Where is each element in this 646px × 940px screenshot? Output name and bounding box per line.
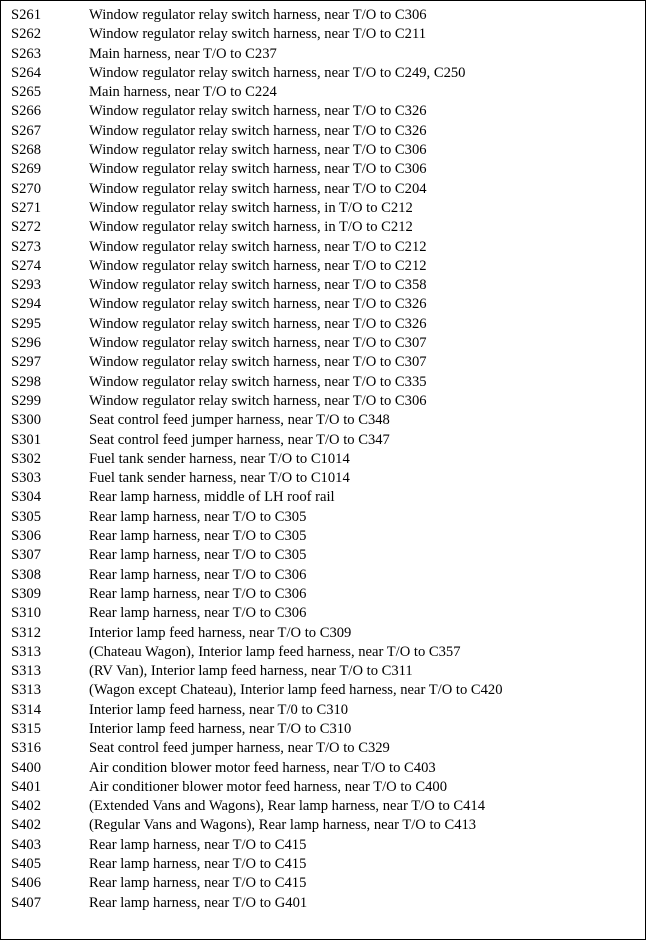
splice-row xyxy=(1,353,645,372)
splice-row xyxy=(1,739,645,758)
splice-code: S264 xyxy=(11,64,42,81)
splice-row xyxy=(1,604,645,623)
splice-row xyxy=(1,392,645,411)
splice-description: (Extended Vans and Wagons), Rear lamp harness, near T/O to C414 xyxy=(89,798,486,815)
splice-description: Rear lamp harness, near T/O to C305 xyxy=(89,508,307,525)
splice-row xyxy=(1,315,645,334)
splice-row xyxy=(1,855,645,874)
splice-row xyxy=(1,527,645,546)
splice-row xyxy=(1,469,645,488)
splice-code: S313 xyxy=(11,682,42,699)
splice-code: S294 xyxy=(11,296,42,313)
splice-description: (Chateau Wagon), Interior lamp feed harness, near T/O to C357 xyxy=(89,643,461,660)
splice-description: Rear lamp harness, near T/O to C305 xyxy=(89,547,307,564)
splice-code: S406 xyxy=(11,875,42,892)
splice-row xyxy=(1,546,645,565)
splice-description: Main harness, near T/O to C224 xyxy=(89,84,277,101)
splice-code: S401 xyxy=(11,778,42,795)
splice-description: Air conditioner blower motor feed harness, near T/O to C400 xyxy=(89,778,447,795)
splice-description: Window regulator relay switch harness, near T/O to C335 xyxy=(89,373,427,390)
splice-code: S263 xyxy=(11,45,42,62)
splice-description: (RV Van), Interior lamp feed harness, near T/O to C311 xyxy=(89,663,413,680)
splice-code: S314 xyxy=(11,701,42,718)
splice-description: Window regulator relay switch harness, near T/O to C212 xyxy=(89,257,427,274)
splice-description: Window regulator relay switch harness, near T/O to C358 xyxy=(89,277,427,294)
splice-row xyxy=(1,431,645,450)
splice-row xyxy=(1,894,645,913)
splice-row xyxy=(1,122,645,141)
splice-row xyxy=(1,218,645,237)
splice-row xyxy=(1,334,645,353)
splice-description: Window regulator relay switch harness, near T/O to C212 xyxy=(89,238,427,255)
splice-description: Rear lamp harness, near T/O to G401 xyxy=(89,894,308,911)
splice-description: Rear lamp harness, near T/O to C305 xyxy=(89,528,307,545)
splice-description: Fuel tank sender harness, near T/O to C1014 xyxy=(89,470,350,487)
splice-code: S309 xyxy=(11,585,42,602)
splice-description: Window regulator relay switch harness, near T/O to C306 xyxy=(89,7,427,23)
splice-code: S308 xyxy=(11,566,42,583)
splice-code: S266 xyxy=(11,103,42,120)
splice-code: S313 xyxy=(11,663,42,680)
splice-row xyxy=(1,624,645,643)
splice-code: S265 xyxy=(11,84,42,101)
splice-row xyxy=(1,450,645,469)
splice-row xyxy=(1,701,645,720)
splice-code: S272 xyxy=(11,219,42,236)
splice-code: S305 xyxy=(11,508,42,525)
splice-row xyxy=(1,411,645,430)
splice-row xyxy=(1,238,645,257)
splice-code: S303 xyxy=(11,470,42,487)
splice-code: S310 xyxy=(11,605,42,622)
splice-description: Seat control feed jumper harness, near T/O to C329 xyxy=(89,740,390,757)
splice-description: Rear lamp harness, near T/O to C415 xyxy=(89,875,307,892)
splice-row xyxy=(1,681,645,700)
splice-description: Rear lamp harness, near T/O to C306 xyxy=(89,605,307,622)
splice-row xyxy=(1,720,645,739)
splice-code: S400 xyxy=(11,759,42,776)
splice-row xyxy=(1,64,645,83)
splice-description: (Regular Vans and Wagons), Rear lamp harness, near T/O to C413 xyxy=(89,817,477,834)
splice-description: Rear lamp harness, near T/O to C306 xyxy=(89,566,307,583)
splice-code: S267 xyxy=(11,122,42,139)
splice-row xyxy=(1,643,645,662)
splice-code: S315 xyxy=(11,720,42,737)
splice-row xyxy=(1,797,645,816)
splice-row xyxy=(1,295,645,314)
splice-row xyxy=(1,488,645,507)
splice-code: S297 xyxy=(11,354,42,371)
splice-row xyxy=(1,836,645,855)
splice-code: S268 xyxy=(11,142,42,159)
splice-description: Rear lamp harness, middle of LH roof rail xyxy=(89,489,335,506)
splice-description: Window regulator relay switch harness, near T/O to C307 xyxy=(89,354,427,371)
splice-code: S307 xyxy=(11,547,42,564)
splice-code: S402 xyxy=(11,798,42,815)
splice-code: S405 xyxy=(11,856,42,873)
splice-row xyxy=(1,816,645,835)
splice-code: S298 xyxy=(11,373,42,390)
splice-row xyxy=(1,508,645,527)
splice-description: Interior lamp feed harness, near T/O to C309 xyxy=(89,624,352,641)
splice-code: S304 xyxy=(11,489,42,506)
splice-code: S316 xyxy=(11,740,42,757)
splice-code: S313 xyxy=(11,643,42,660)
splice-code: S261 xyxy=(11,7,42,23)
splice-row xyxy=(1,759,645,778)
splice-code: S274 xyxy=(11,257,42,274)
splice-code: S402 xyxy=(11,817,42,834)
splice-row xyxy=(1,160,645,179)
splice-code: S306 xyxy=(11,528,42,545)
splice-code: S403 xyxy=(11,836,42,853)
splice-row xyxy=(1,25,645,44)
splice-row xyxy=(1,585,645,604)
splice-code: S271 xyxy=(11,199,42,216)
splice-row xyxy=(1,102,645,121)
splice-row xyxy=(1,778,645,797)
splice-description: Rear lamp harness, near T/O to C415 xyxy=(89,856,307,873)
splice-code: S302 xyxy=(11,450,42,467)
splice-description: Window regulator relay switch harness, near T/O to C326 xyxy=(89,296,427,313)
splice-description: Window regulator relay switch harness, near T/O to C249, C250 xyxy=(89,64,466,81)
splice-row xyxy=(1,141,645,160)
splice-row xyxy=(1,276,645,295)
splice-description: Window regulator relay switch harness, near T/O to C307 xyxy=(89,335,427,352)
splice-code: S295 xyxy=(11,315,42,332)
splice-row xyxy=(1,662,645,681)
splice-description: Window regulator relay switch harness, near T/O to C326 xyxy=(89,103,427,120)
splice-row xyxy=(1,180,645,199)
splice-description: Window regulator relay switch harness, near T/O to C326 xyxy=(89,122,427,139)
splice-row xyxy=(1,373,645,392)
splice-code: S269 xyxy=(11,161,42,178)
splice-description: Seat control feed jumper harness, near T/O to C347 xyxy=(89,431,390,448)
splice-description: Air condition blower motor feed harness, near T/O to C403 xyxy=(89,759,436,776)
splice-code: S270 xyxy=(11,180,42,197)
splice-row xyxy=(1,199,645,218)
splice-code: S299 xyxy=(11,392,42,409)
splice-description: Window regulator relay switch harness, in T/O to C212 xyxy=(89,219,413,236)
splice-code: S296 xyxy=(11,335,42,352)
splice-description: Seat control feed jumper harness, near T/O to C348 xyxy=(89,412,390,429)
splice-description: Interior lamp feed harness, near T/0 to C310 xyxy=(89,701,349,718)
splice-row xyxy=(1,45,645,64)
splice-code: S300 xyxy=(11,412,42,429)
splice-description: Window regulator relay switch harness, near T/O to C211 xyxy=(89,26,427,43)
splice-description: Rear lamp harness, near T/O to C415 xyxy=(89,836,307,853)
splice-row xyxy=(1,83,645,102)
splice-description: Interior lamp feed harness, near T/O to C310 xyxy=(89,720,352,737)
splice-row xyxy=(1,874,645,893)
splice-code: S301 xyxy=(11,431,42,448)
splice-description: Window regulator relay switch harness, in T/O to C212 xyxy=(89,199,413,216)
splice-description: Window regulator relay switch harness, near T/O to C306 xyxy=(89,161,427,178)
splice-description: Fuel tank sender harness, near T/O to C1014 xyxy=(89,450,350,467)
splice-code: S407 xyxy=(11,894,42,911)
splice-description: (Wagon except Chateau), Interior lamp feed harness, near T/O to C420 xyxy=(89,682,503,699)
splice-description: Window regulator relay switch harness, near T/O to C204 xyxy=(89,180,427,197)
splice-description: Window regulator relay switch harness, near T/O to C306 xyxy=(89,392,427,409)
splice-code: S312 xyxy=(11,624,42,641)
splice-list xyxy=(1,6,645,913)
splice-description: Rear lamp harness, near T/O to C306 xyxy=(89,585,307,602)
splice-row xyxy=(1,6,645,25)
splice-row xyxy=(1,257,645,276)
splice-description: Window regulator relay switch harness, near T/O to C306 xyxy=(89,142,427,159)
splice-code: S273 xyxy=(11,238,42,255)
splice-code: S262 xyxy=(11,26,42,43)
splice-description: Main harness, near T/O to C237 xyxy=(89,45,277,62)
splice-row xyxy=(1,566,645,585)
splice-description: Window regulator relay switch harness, near T/O to C326 xyxy=(89,315,427,332)
splice-code: S293 xyxy=(11,277,42,294)
